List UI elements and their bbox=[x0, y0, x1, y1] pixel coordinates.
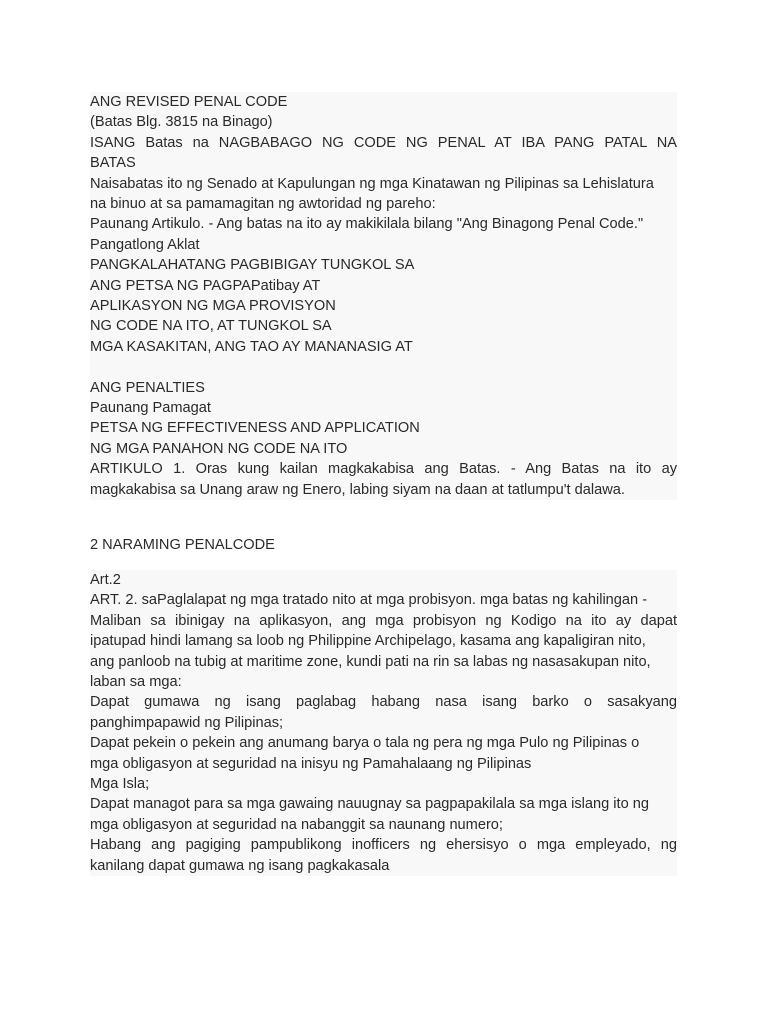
section-article-2 bbox=[90, 570, 677, 876]
text-line: Pangatlong Aklat bbox=[90, 236, 200, 253]
text-line: PANGKALAHATANG PAGBIBIGAY TUNGKOL SA bbox=[90, 257, 415, 274]
text-line: Dapat pekein o pekein ang anumang barya o tala ng pera ng mga Pulo ng Pilipinas o bbox=[90, 735, 640, 752]
text-line: NG CODE NA ITO, AT TUNGKOL SA bbox=[90, 318, 332, 335]
text-line: mga obligasyon at seguridad na inisyu ng Pamahalaang ng Pilipinas bbox=[90, 755, 532, 772]
text-line: Art.2 bbox=[90, 572, 121, 588]
text-line: Dapat gumawa ng isang paglabag habang nasa isang barko o sasakyang bbox=[90, 694, 677, 711]
text-line: Paunang Artikulo. - Ang batas na ito ay makikilala bilang "Ang Binagong Penal Code." bbox=[90, 216, 644, 233]
text-line: BATAS bbox=[90, 155, 136, 172]
text-line: Maliban sa ibinigay na aplikasyon, ang mga probisyon ng Kodigo na ito ay dapat bbox=[90, 612, 677, 629]
text-line: ipatupad hindi lamang sa loob ng Philippine Archipelago, kasama ang kapaligiran nito, bbox=[90, 633, 646, 650]
text-line: laban sa mga: bbox=[90, 674, 182, 691]
text-line: MGA KASAKITAN, ANG TAO AY MANANASIG AT bbox=[90, 338, 413, 355]
text-line: mga obligasyon at seguridad na nabanggit sa naunang numero; bbox=[90, 816, 503, 833]
text-line: ARTIKULO 1. Oras kung kailan magkakabisa ang Batas. - Ang Batas na ito ay bbox=[90, 461, 677, 478]
section-revised-penal-code bbox=[90, 92, 677, 500]
text-line: Mga Isla; bbox=[90, 776, 150, 793]
doc-title: ANG REVISED PENAL CODE bbox=[90, 94, 288, 110]
text-line: ISANG Batas na NAGBABAGO NG CODE NG PENAL AT IBA PANG PATAL NA bbox=[90, 134, 677, 151]
blank-line bbox=[90, 357, 677, 377]
text-line: ANG PENALTIES bbox=[90, 379, 205, 396]
text-line: ANG PETSA NG PAGPAPatibay AT bbox=[90, 277, 321, 294]
text-line: Paunang Pamagat bbox=[90, 400, 211, 417]
text-line: Habang ang pagiging pampublikong inofficers ng ehersisyo o mga empleyado, ng bbox=[90, 837, 677, 854]
text-line: APLIKASYON NG MGA PROVISYON bbox=[90, 298, 336, 315]
text-line: magkakabisa sa Unang araw ng Enero, labing siyam na daan at tatlumpu't dalawa. bbox=[90, 481, 625, 498]
text-line: na binuo at sa pamamagitan ng awtoridad ng pareho: bbox=[90, 196, 436, 213]
text-line: Naisabatas ito ng Senado at Kapulungan ng mga Kinatawan ng Pilipinas sa Lehislatura bbox=[90, 175, 654, 192]
text-line: Dapat managot para sa mga gawaing nauugnay sa pagpapakilala sa mga islang ito ng bbox=[90, 796, 649, 813]
section-heading: 2 NARAMING PENALCODE bbox=[90, 537, 275, 553]
doc-subtitle: (Batas Blg. 3815 na Binago) bbox=[90, 114, 273, 131]
text-line: ang panloob na tubig at maritime zone, kundi pati na rin sa labas ng nasasakupan nito, bbox=[90, 653, 651, 670]
text-line: kanilang dapat gumawa ng isang pagkakasala bbox=[90, 857, 390, 874]
text-line: NG MGA PANAHON NG CODE NA ITO bbox=[90, 440, 348, 457]
text-line: ART. 2. saPaglalapat ng mga tratado nito at mga probisyon. mga batas ng kahilingan - bbox=[90, 592, 648, 609]
text-line: PETSA NG EFFECTIVENESS AND APPLICATION bbox=[90, 420, 420, 437]
text-line: panghimpapawid ng Pilipinas; bbox=[90, 714, 284, 731]
